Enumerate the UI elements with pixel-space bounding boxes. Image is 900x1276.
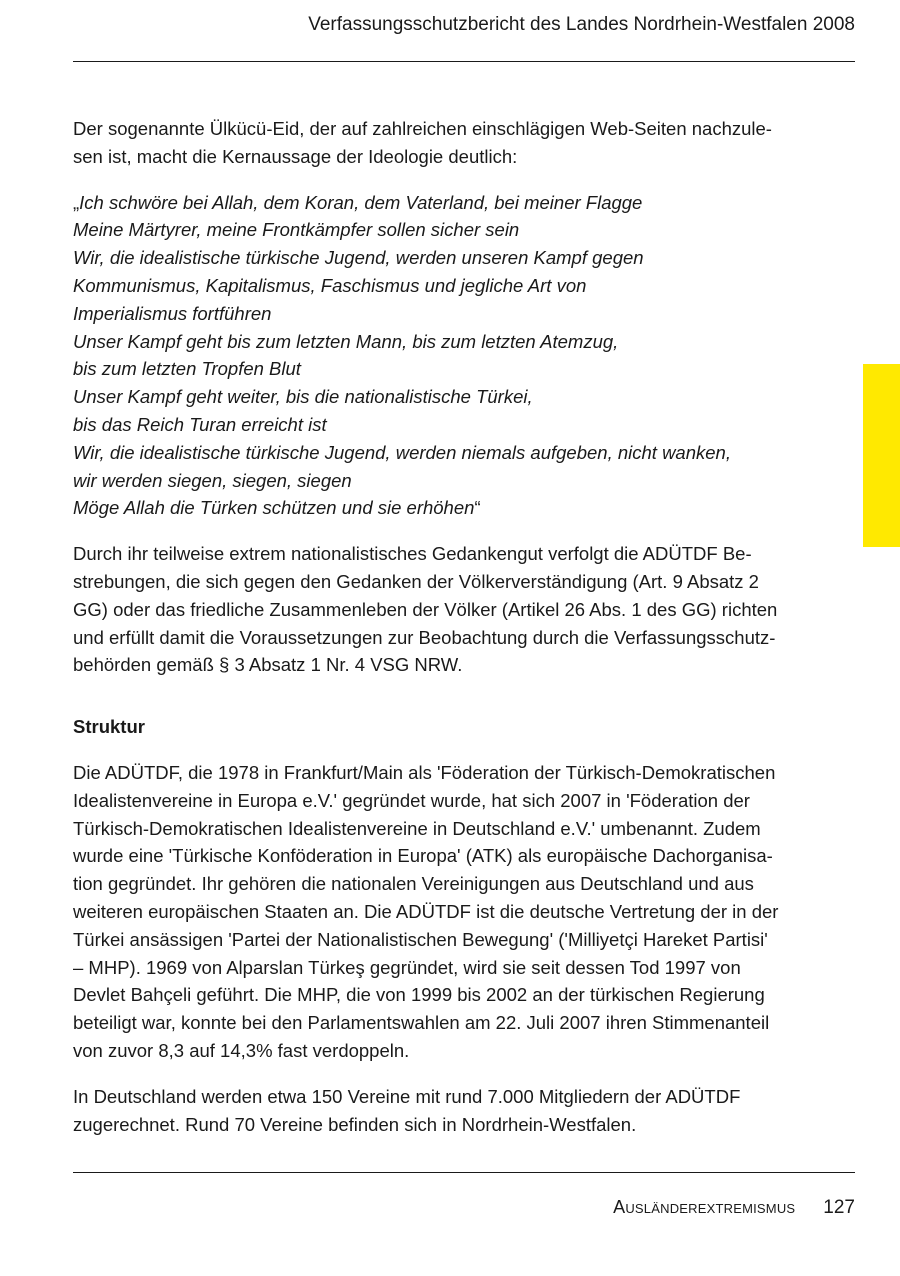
running-header: Verfassungsschutzbericht des Landes Nordrhein-Westfalen 2008: [308, 14, 855, 35]
oath-line: „Ich schwöre bei Allah, dem Koran, dem Vaterland, bei meiner Flagge: [73, 191, 643, 213]
oath-line: Imperialismus fortführen: [73, 302, 272, 324]
text-line: sen ist, macht die Kernaussage der Ideologie deutlich:: [73, 145, 518, 167]
text-line: Devlet Bahçeli geführt. Die MHP, die von 1999 bis 2002 an der türkischen Regierung: [73, 984, 765, 1006]
oath-line: Unser Kampf geht weiter, bis die nationalistische Türkei,: [73, 386, 533, 408]
text-line: strebungen, die sich gegen den Gedanken der Völkerverständigung (Art. 9 Absatz 2: [73, 570, 759, 592]
text-line: Türkisch-Demokratischen Idealistenvereine in Deutschland e.V.' umbenannt. Zudem: [73, 817, 761, 839]
footer-section-title: Ausländerextremismus: [613, 1197, 796, 1217]
oath-line: Wir, die idealistische türkische Jugend, werden niemals aufgeben, nicht wanken,: [73, 441, 731, 463]
oath-line: Kommunismus, Kapitalismus, Faschismus und jegliche Art von: [73, 274, 587, 296]
text-line: – MHP). 1969 von Alparslan Türkeş gegründet, wird sie seit dessen Tod 1997 von: [73, 956, 741, 978]
page-body: [73, 115, 823, 1156]
text-line: zugerechnet. Rund 70 Vereine befinden sich in Nordrhein-Westfalen.: [73, 1113, 637, 1135]
page-number: 127: [823, 1197, 855, 1218]
ideology-paragraph: [73, 540, 823, 679]
footer-divider: [73, 1172, 855, 1173]
text-line: wurde eine 'Türkische Konföderation in Europa' (ATK) als europäische Dachorganisa-: [73, 845, 773, 867]
oath-line: Möge Allah die Türken schützen und sie erhöhen“: [73, 497, 481, 519]
text-line: Durch ihr teilweise extrem nationalistisches Gedankengut verfolgt die ADÜTDF Be-: [73, 543, 752, 565]
text-line: GG) oder das friedliche Zusammenleben der Völker (Artikel 26 Abs. 1 des GG) richten: [73, 598, 778, 620]
text-line: und erfüllt damit die Voraussetzungen zur Beobachtung durch die Verfassungsschutz-: [73, 626, 776, 648]
text-line: tion gegründet. Ihr gehören die nationalen Vereinigungen aus Deutschland und aus: [73, 873, 754, 895]
oath-quote: [73, 189, 823, 523]
text-line: Idealistenvereine in Europa e.V.' gegründet wurde, hat sich 2007 in 'Föderation der: [73, 789, 750, 811]
text-line: von zuvor 8,3 auf 14,3% fast verdoppeln.: [73, 1039, 410, 1061]
close-quote-mark: “: [474, 497, 481, 519]
oath-line: bis das Reich Turan erreicht ist: [73, 413, 327, 435]
membership-paragraph: [73, 1083, 823, 1139]
intro-paragraph: [73, 115, 823, 171]
section-heading: Struktur: [73, 716, 145, 738]
text-line: Die ADÜTDF, die 1978 in Frankfurt/Main als 'Föderation der Türkisch-Demokratischen: [73, 761, 776, 783]
oath-line: bis zum letzten Tropfen Blut: [73, 358, 301, 380]
open-quote-mark: „: [73, 191, 80, 213]
text-line: behörden gemäß § 3 Absatz 1 Nr. 4 VSG NRW.: [73, 654, 463, 676]
text-line: Türkei ansässigen 'Partei der Nationalistischen Bewegung' ('Milliyetçi Hareket Partisi': [73, 928, 768, 950]
oath-line: wir werden siegen, siegen, siegen: [73, 469, 352, 491]
chapter-tab-marker: [863, 364, 900, 547]
structure-paragraph: [73, 759, 823, 1065]
oath-line: Meine Märtyrer, meine Frontkämpfer sollen sicher sein: [73, 219, 520, 241]
text-line: weiteren europäischen Staaten an. Die ADÜTDF ist die deutsche Vertretung der in der: [73, 900, 779, 922]
header-divider: [73, 61, 855, 62]
text-line: beteiligt war, konnte bei den Parlamentswahlen am 22. Juli 2007 ihren Stimmenanteil: [73, 1012, 770, 1034]
text-line: Der sogenannte Ülkücü-Eid, der auf zahlreichen einschlägigen Web-Seiten nachzule-: [73, 118, 772, 139]
text-line: In Deutschland werden etwa 150 Vereine mit rund 7.000 Mitgliedern der ADÜTDF: [73, 1085, 741, 1107]
oath-line: Unser Kampf geht bis zum letzten Mann, bis zum letzten Atemzug,: [73, 330, 619, 352]
oath-line: Wir, die idealistische türkische Jugend, werden unseren Kampf gegen: [73, 247, 644, 269]
page-footer: [613, 1197, 855, 1219]
